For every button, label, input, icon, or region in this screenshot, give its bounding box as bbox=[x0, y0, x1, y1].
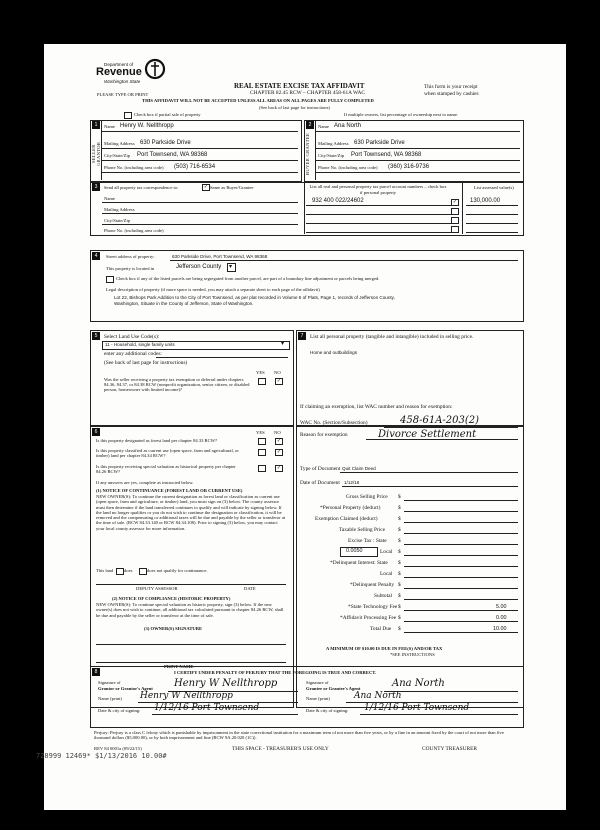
s6-no-header: NO bbox=[274, 430, 281, 435]
grantor-name-label: Name (print) bbox=[98, 696, 122, 701]
affidavit-fee-dollar: $ bbox=[398, 615, 401, 621]
county-select[interactable]: Jefferson County bbox=[176, 264, 222, 270]
county-treasurer-label: COUNTY TREASURER bbox=[422, 746, 477, 752]
minimum-due-note: A MINIMUM OF $10.00 IS DUE IN FEE(S) AND/OR TAX bbox=[326, 646, 443, 651]
section-6-number: 6 bbox=[92, 428, 100, 436]
seller-phone-label: Phone No. (including area code) bbox=[104, 165, 164, 170]
historic-yes-checkbox[interactable] bbox=[258, 465, 266, 472]
delinquent-penalty-label: *Delinquent Penalty bbox=[350, 582, 395, 588]
seller-name-label: Name bbox=[104, 124, 115, 129]
seller-name[interactable]: Henry W. Nellthropp bbox=[120, 123, 174, 129]
section-8-number: 8 bbox=[92, 668, 100, 676]
gross-dollar: $ bbox=[398, 494, 401, 500]
parcel-2-personal-checkbox[interactable] bbox=[451, 208, 459, 215]
owner-signature-label: (3) OWNER(S) SIGNATURE bbox=[144, 626, 203, 631]
taxable-price-label: Taxable Selling Price bbox=[339, 527, 386, 533]
receipt-note-2: when stamped by cashier. bbox=[424, 91, 480, 97]
current-use-yes-checkbox[interactable] bbox=[258, 449, 266, 456]
multiple-owners-note: If multiple owners, list percentage of ownership next to name. bbox=[344, 112, 459, 117]
exemption-deduct-label: Exemption Claimed (deduct) bbox=[315, 516, 378, 522]
seller-side-label: SELLER GRANTOR bbox=[91, 141, 101, 167]
excise-state-label: Excise Tax : State bbox=[348, 538, 387, 544]
same-as-buyer-checkbox[interactable]: ✓ bbox=[203, 185, 209, 190]
buyer-city[interactable]: Port Townsend, WA 98368 bbox=[351, 152, 422, 158]
see-instructions-note: *SEE INSTRUCTIONS bbox=[390, 652, 435, 657]
located-label: This property is located in bbox=[106, 266, 155, 271]
form-warning: THIS AFFIDAVIT WILL NOT BE ACCEPTED UNLESS ALL AREAS ON ALL PAGES ARE FULLY COMPLETED bbox=[142, 98, 374, 103]
form-title: REAL ESTATE EXCISE TAX AFFIDAVIT bbox=[234, 82, 365, 90]
section-5-number: 5 bbox=[92, 332, 100, 340]
forest-no-checkbox[interactable]: ✓ bbox=[276, 439, 282, 444]
historic-question: Is this property receiving special valuation as historical property per chapter 84.26 RCW? bbox=[96, 464, 236, 475]
perjury-note: Perjury: Perjury is a class C felony which is punishable by imprisonment in the state correctional institution for a maximum term of not more than five years, or by a fine in an amount fixed by the court of not more than five thousand dollars ($5,000.00), or by both imprisonment and fine (RCW 9A.20.020 (1C)). bbox=[94, 730, 504, 741]
current-use-no-checkbox[interactable]: ✓ bbox=[276, 450, 282, 455]
buyer-mailing[interactable]: 630 Parkside Drive bbox=[354, 140, 405, 146]
send-correspondence-label: Send all property tax correspondence to: bbox=[104, 185, 179, 190]
forest-yes-checkbox[interactable] bbox=[258, 438, 266, 445]
revenue-logo-icon bbox=[144, 58, 166, 80]
total-due-dollar: $ bbox=[398, 626, 401, 632]
dept-label: Department of bbox=[104, 62, 134, 67]
segregated-checkbox[interactable] bbox=[106, 276, 114, 283]
s5-no-header: NO bbox=[274, 370, 281, 375]
tech-fee-label: *State Technology Fee bbox=[348, 604, 398, 610]
state-label: Washington State bbox=[104, 79, 141, 84]
buyer-name-label: Name bbox=[318, 124, 329, 129]
buyer-side-label: BUYER GRANTEE bbox=[305, 132, 310, 176]
section-4-number: 4 bbox=[92, 252, 100, 260]
land-label: This land bbox=[96, 568, 114, 573]
s6-yes-header: YES bbox=[256, 430, 265, 435]
exemption-deduct-dollar: $ bbox=[398, 516, 401, 522]
delinquent-state-dollar: $ bbox=[398, 560, 401, 566]
buyer-name[interactable]: Ana North bbox=[334, 123, 362, 129]
notice2-title: (2) NOTICE OF COMPLIANCE (HISTORIC PROPERTY) bbox=[112, 596, 231, 601]
section-7-number: 7 bbox=[298, 332, 306, 340]
buyer-phone-label: Phone No. (including area code) bbox=[318, 165, 378, 170]
street-address[interactable]: 630 Parkside Drive, Port Townsend, WA 98368 bbox=[172, 254, 268, 259]
personal-deduct-label: *Personal Property (deduct) bbox=[320, 505, 381, 511]
brand-logo: Revenue bbox=[96, 66, 142, 78]
land-does-checkbox[interactable] bbox=[116, 568, 124, 575]
doc-date-label: Date of Document bbox=[300, 480, 340, 486]
land-use-see-back: (See back of last page for instructions) bbox=[104, 360, 188, 366]
exemption-question: Was the seller receiving a property tax exemption or deferral under chapters 84.36, 84.37, or 84.38 RCW (nonprofit organization, senior citizen, or disabled person, homeowner with limited income)? bbox=[104, 377, 250, 393]
buyer-mailing-label: Mailing Address bbox=[318, 141, 349, 146]
affidavit-fee-label: *Affidavit Processing Fee bbox=[340, 615, 397, 621]
see-back-note: (See back of last page for instructions) bbox=[259, 105, 330, 110]
seller-phone[interactable]: (503) 716-6534 bbox=[174, 164, 216, 170]
legal-line-2[interactable]: Washington, Situate in the County of Jefferson, State of Washington. bbox=[114, 301, 254, 306]
legal-line-1[interactable]: Lot 22, Bishops Park Addition to the City of Port Townsend, as per plat recorded in Volume 5 of Plats, Page 1, records of Jefferson County, bbox=[114, 295, 395, 300]
grantee-date-city[interactable]: 1/12/16 Port Townsend bbox=[364, 703, 470, 713]
deputy-date-label: DATE bbox=[244, 586, 256, 591]
parcel-4-personal-checkbox[interactable] bbox=[451, 226, 459, 233]
local-rate: 0.0050 bbox=[346, 548, 363, 554]
doc-type[interactable]: Quit Claim Deed bbox=[342, 466, 376, 471]
partial-sale-label: Check box if partial sale of property bbox=[134, 112, 201, 117]
total-due-label: Total Due bbox=[370, 626, 392, 632]
grantee-signature[interactable]: Ana North bbox=[392, 678, 445, 689]
personal-property-label: List all personal property (tangible and intangible) included in selling price. bbox=[310, 334, 474, 340]
if-yes-note: If any answers are yes, complete as instructed below. bbox=[96, 480, 194, 485]
buyer-phone[interactable]: (360) 316-9736 bbox=[388, 164, 430, 170]
personal-property-value[interactable]: Home and outbuildings bbox=[310, 350, 357, 355]
affidavit-page bbox=[36, 44, 566, 810]
corr-mailing-label: Mailing Address bbox=[104, 207, 135, 212]
parcel-1-personal-checkbox[interactable]: ✓ bbox=[452, 200, 458, 205]
doc-date[interactable]: 1/12/16 bbox=[344, 480, 360, 485]
seller-city[interactable]: Port Townsend, WA 98368 bbox=[137, 152, 208, 158]
chevron-down-icon: ▾ bbox=[229, 264, 233, 270]
s5-yes-header: YES bbox=[256, 370, 265, 375]
partial-sale-checkbox[interactable] bbox=[124, 112, 132, 119]
revision-label: REV 84 0001a (09/22/15) bbox=[94, 746, 142, 751]
section-2-number: 2 bbox=[306, 121, 314, 129]
land-does-label: does bbox=[124, 568, 133, 573]
chevron-down-icon: ▾ bbox=[281, 341, 285, 347]
exemption-label: If claiming an exemption, list WAC number and reason for exemption: bbox=[300, 404, 453, 410]
wac-label: WAC No. (Section/Subsection) bbox=[300, 420, 368, 426]
personal-property-section bbox=[296, 330, 524, 426]
taxable-dollar: $ bbox=[398, 527, 401, 533]
grantee-name-label: Name (print) bbox=[306, 696, 330, 701]
reason-label: Reason for exemption bbox=[300, 432, 348, 438]
section-1-number: 1 bbox=[92, 121, 100, 129]
grantor-printed-name[interactable]: Henry W Nellthropp bbox=[140, 691, 233, 701]
corr-phone-label: Phone No. (including area code) bbox=[104, 228, 164, 233]
notice2-body: NEW OWNER(S): To continue special valuation as historic property, sign (3) below. If the new owner(s) does not wish to continue, all additional tax calculated pursuant to chapter 84.26 RCW, shall be due and payable by the seller or transferor at the time of sale. bbox=[96, 602, 284, 618]
current-use-question: Is this property classified as current use (open space, farm and agricultural, or timber) land per chapter 84.34 RCW? bbox=[96, 448, 239, 459]
tech-fee-dollar: $ bbox=[398, 604, 401, 610]
exemption-reason[interactable]: Divorce Settlement bbox=[378, 429, 477, 440]
assessed-header: List assessed value(s) bbox=[474, 185, 514, 190]
grantor-sig-label-2: Grantor or Grantor's Agent bbox=[98, 686, 153, 691]
same-as-buyer-label: Same as Buyer/Grantee bbox=[210, 185, 254, 190]
notice1-title: (1) NOTICE OF CONTINUANCE (FOREST LAND OR CURRENT USE) bbox=[96, 488, 243, 493]
land-use-code: 11 - Household, single family units bbox=[105, 342, 175, 347]
historic-no-checkbox[interactable]: ✓ bbox=[276, 466, 282, 471]
grantor-date-label: Date & city of signing: bbox=[98, 708, 141, 713]
grantee-sig-label-1: Signature of bbox=[306, 680, 329, 685]
wac-number[interactable]: 458-61A-203(2) bbox=[400, 415, 480, 426]
gross-price-label: Gross Selling Price bbox=[346, 494, 388, 500]
local-dollar: $ bbox=[398, 549, 401, 555]
seller-mailing[interactable]: 630 Parkside Drive bbox=[140, 140, 191, 146]
seller-city-label: City/State/Zip bbox=[104, 153, 131, 158]
forest-question: Is this property designated as forest land per chapter 84.33 RCW? bbox=[96, 438, 218, 443]
s5-no-checkbox[interactable]: ✓ bbox=[276, 379, 282, 384]
treasurer-use-label: THIS SPACE - TREASURER'S USE ONLY bbox=[232, 746, 329, 752]
delinquent-local-dollar: $ bbox=[398, 571, 401, 577]
grantee-printed-name[interactable]: Ana North bbox=[354, 691, 402, 701]
excise-state-dollar: $ bbox=[398, 538, 401, 544]
tech-fee-value[interactable]: 5.00 bbox=[496, 604, 507, 610]
grantor-signature[interactable]: Henry W Nellthropp bbox=[174, 678, 278, 689]
assessed-value[interactable]: 130,000.00 bbox=[470, 198, 501, 204]
delinquent-penalty-dollar: $ bbox=[398, 582, 401, 588]
affidavit-fee-value[interactable]: 0.00 bbox=[496, 615, 507, 621]
total-due-value[interactable]: 10.00 bbox=[493, 626, 507, 632]
land-does-not-checkbox[interactable] bbox=[139, 568, 147, 575]
land-use-select-label: Select Land Use Code(s): bbox=[104, 334, 160, 340]
personal-deduct-dollar: $ bbox=[398, 505, 401, 511]
type-or-print: PLEASE TYPE OR PRINT bbox=[97, 92, 149, 97]
receipt-note-1: This form is your receipt bbox=[424, 84, 478, 90]
s5-yes-checkbox[interactable] bbox=[258, 378, 266, 385]
section-3-number: 3 bbox=[92, 183, 100, 191]
corr-city-label: City/State/Zip bbox=[104, 218, 131, 223]
parcel-header: List all real and personal property tax parcel account numbers – check box if personal property bbox=[309, 184, 447, 195]
grantor-sig-label-1: Signature of bbox=[98, 680, 121, 685]
boundary-note: Check box if any of the listed parcels are being segregated from another parcel, are part of a boundary line adjustment or parcels being merged. bbox=[116, 276, 380, 281]
form-chapter: CHAPTER 82.45 RCW – CHAPTER 458-61A WAC bbox=[250, 90, 365, 96]
subtotal-label: Subtotal bbox=[374, 593, 392, 599]
land-does-not-label: does not qualify for continuance. bbox=[147, 568, 208, 573]
print-name-label: PRINT NAME bbox=[164, 664, 194, 669]
doc-type-label: Type of Document bbox=[300, 466, 341, 472]
corr-name-label: Name bbox=[104, 196, 115, 201]
additional-codes-label: enter any additional codes: bbox=[104, 351, 162, 357]
deputy-assessor-label: DEPUTY ASSESSOR bbox=[136, 586, 178, 591]
local-label: Local bbox=[380, 549, 393, 555]
seller-mailing-label: Mailing Address bbox=[104, 141, 135, 146]
legal-label: Legal description of property (if more space is needed, you may attach a separate sheet to each page of the affidavit) bbox=[106, 287, 320, 292]
treasurer-stamp: 728999 12469* $1/13/2016 10.00# bbox=[36, 752, 167, 760]
parcel-3-personal-checkbox[interactable] bbox=[451, 217, 459, 224]
delinquent-local-label: Local bbox=[380, 571, 393, 577]
grantee-date-label: Date & city of signing: bbox=[306, 708, 349, 713]
buyer-city-label: City/State/Zip bbox=[318, 153, 345, 158]
parcel-number[interactable]: 932 400 022/24602 bbox=[312, 198, 364, 204]
grantee-sig-label-2: Grantee or Grantee's Agent bbox=[306, 686, 361, 691]
grantor-date-city[interactable]: 1/12/16 Port Townsend bbox=[154, 703, 260, 713]
street-label: Street address of property: bbox=[106, 254, 155, 259]
notice1-body: NEW OWNER(S): To continue the current designation as forest land or classification as current use (open space, farm and agriculture, or timber) land, you must sign on (3) below. The county assessor must then determine if the land transferred continues to qualify and will indicate by signing below. If the land no longer qualifies or you do not wish to continue the designation or classification, it will be removed and the compensating or additional taxes will be due and payable by the seller or transferor at the time of sale. (RCW 84.33.140 or RCW 84.34.108). Prior to signing (3) below, you may contact your local county assessor for more information. bbox=[96, 494, 286, 531]
delinquent-state-label: *Delinquent Interest: State bbox=[330, 560, 388, 566]
certify-statement: I CERTIFY UNDER PENALTY OF PERJURY THAT THE FOREGOING IS TRUE AND CORRECT. bbox=[174, 670, 377, 675]
subtotal-dollar: $ bbox=[398, 593, 401, 599]
